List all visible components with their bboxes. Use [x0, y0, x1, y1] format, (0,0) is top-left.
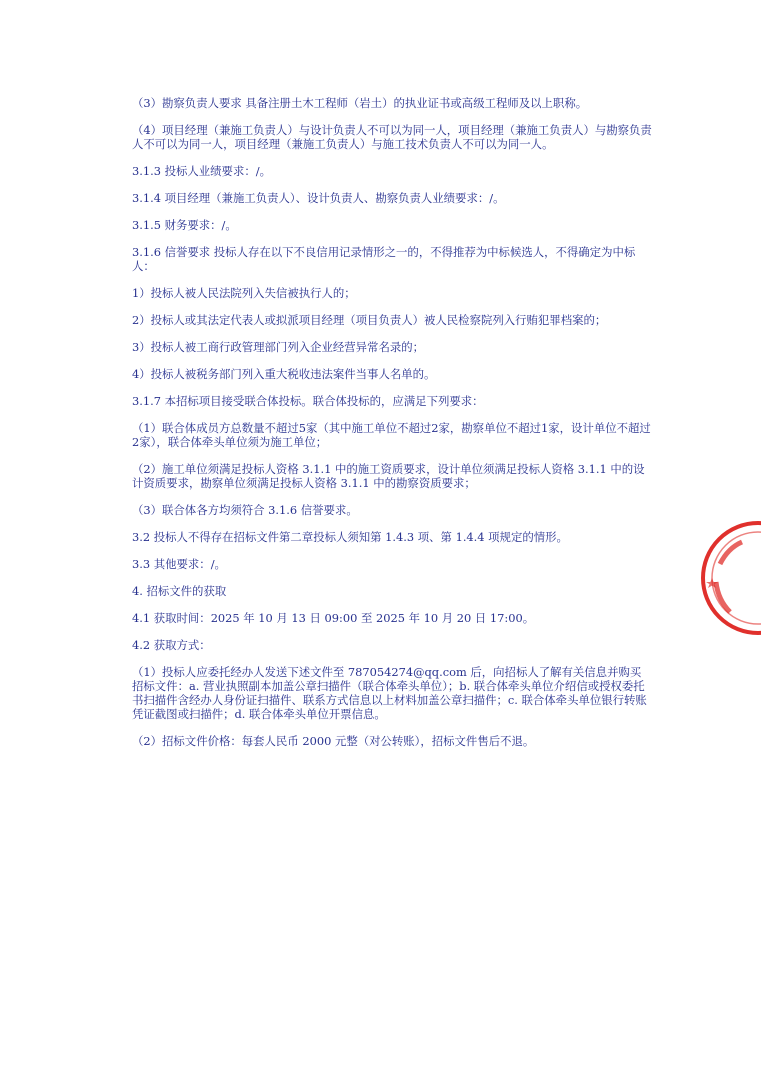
paragraph-3-1-7: 3.1.7 本招标项目接受联合体投标。联合体投标的，应满足下列要求：: [132, 394, 484, 408]
paragraph-3-2: 3.2 投标人不得存在招标文件第二章投标人须知第 1.4.3 项、第 1.4.4 项规定的情形。: [132, 530, 568, 544]
official-seal-stamp: [698, 518, 761, 638]
paragraph-3-1-4: 3.1.4 项目经理（兼施工负责人）、设计负责人、勘察负责人业绩要求：/。: [132, 191, 505, 205]
paragraph-3-1-6: 3.1.6 信誉要求 投标人存在以下不良信用记录情形之一的，不得推荐为中标候选人，不得确定为中标人：: [132, 245, 636, 273]
paragraph-surveyor-requirement: （3）勘察负责人要求 具备注册土木工程师（岩土）的执业证书或高级工程师及以上职称。: [132, 96, 588, 110]
paragraph-personnel-restriction: （4）项目经理（兼施工负责人）与设计负责人不可以为同一人，项目经理（兼施工负责人）与勘察负责人不可以为同一人，项目经理（兼施工负责人）与施工技术负责人不可以为同一人。: [132, 123, 652, 151]
list-item-consortium-1: （1）联合体成员方总数量不超过5家（其中施工单位不超过2家，勘察单位不超过1家，设计单位不超过2家），联合体牵头单位须为施工单位；: [132, 421, 651, 449]
paragraph-4-1: 4.1 获取时间：2025 年 10 月 13 日 09:00 至 2025 年 10 月 20 日 17:00。: [132, 611, 535, 625]
section-heading-4: 4. 招标文件的获取: [132, 584, 227, 598]
paragraph-3-1-5: 3.1.5 财务要求：/。: [132, 218, 237, 232]
list-item-credit-3: 3）投标人被工商行政管理部门列入企业经营异常名录的；: [132, 340, 425, 354]
document-body: [132, 96, 652, 761]
list-item-consortium-2: （2）施工单位须满足投标人资格 3.1.1 中的施工资质要求，设计单位须满足投标人资格 3.1.1 中的设计资质要求，勘察单位须满足投标人资格 3.1.1 中的勘察资质要求；: [132, 462, 645, 490]
list-item-consortium-3: （3）联合体各方均须符合 3.1.6 信誉要求。: [132, 503, 358, 517]
list-item-credit-4: 4）投标人被税务部门列入重大税收违法案件当事人名单的。: [132, 367, 436, 381]
paragraph-3-3: 3.3 其他要求：/。: [132, 557, 226, 571]
paragraph-4-2: 4.2 获取方式：: [132, 638, 211, 652]
list-item-acquire-2: （2）招标文件价格：每套人民币 2000 元整（对公转账），招标文件售后不退。: [132, 734, 535, 748]
list-item-credit-1: 1）投标人被人民法院列入失信被执行人的；: [132, 286, 356, 300]
list-item-acquire-1: （1）投标人应委托经办人发送下述文件至 787054274@qq.com 后，向招标人了解有关信息并购买招标文件：a. 营业执照副本加盖公章扫描件（联合体牵头单位）；b. 联合体牵头单位介绍信或授权委托书扫描件含经办人身份证扫描件、联系方式信息以上材料加盖公章扫描件；c. 联合体牵头单位银行转账凭证截图或扫描件；d. 联合体牵头单位开票信息。: [132, 665, 647, 721]
paragraph-3-1-3: 3.1.3 投标人业绩要求：/。: [132, 164, 271, 178]
list-item-credit-2: 2）投标人或其法定代表人或拟派项目经理（项目负责人）被人民检察院列入行贿犯罪档案的；: [132, 313, 607, 327]
